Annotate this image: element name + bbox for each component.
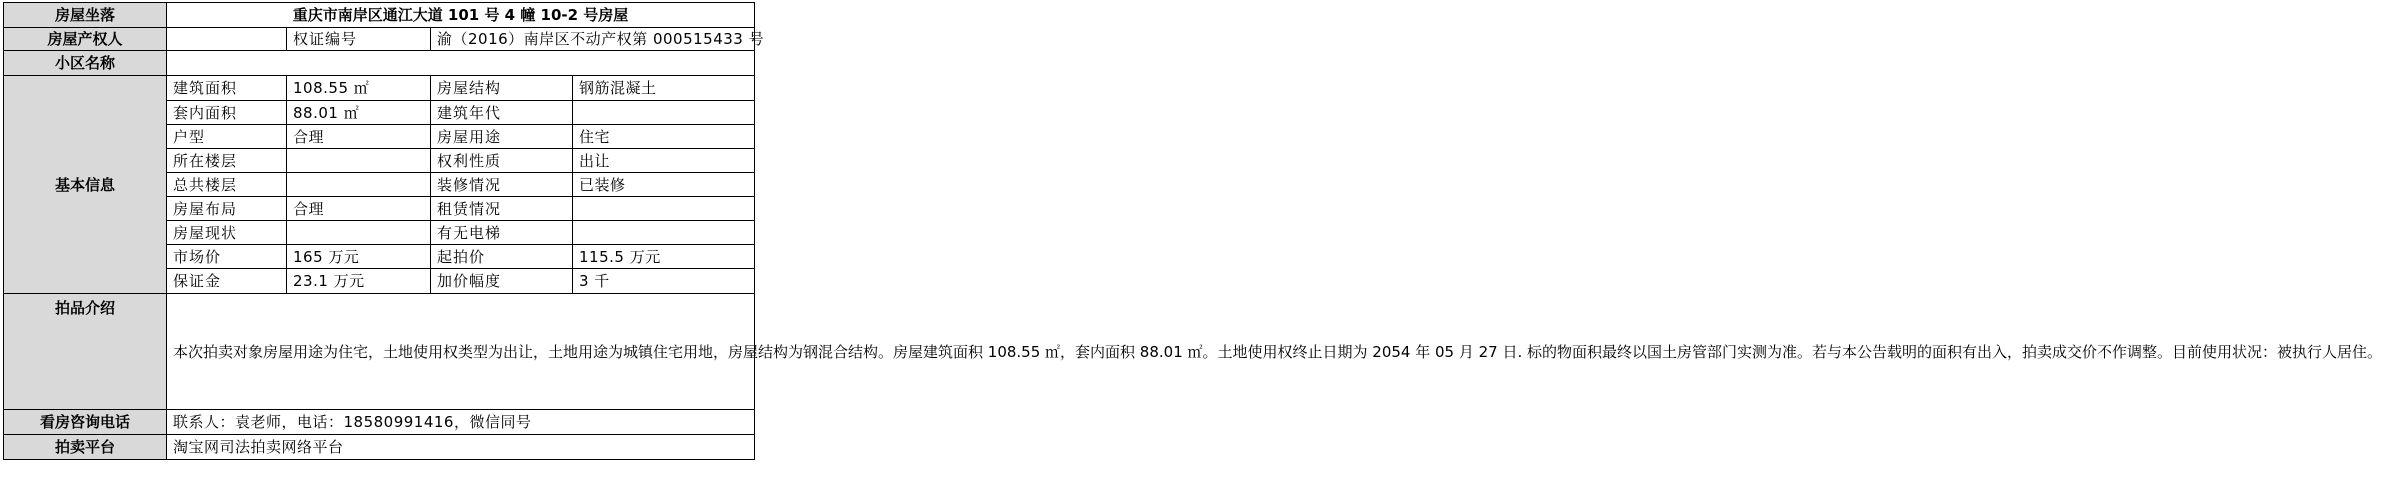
field-label: 房屋现状	[167, 221, 287, 245]
field-label: 有无电梯	[431, 221, 573, 245]
platform-label: 拍卖平台	[4, 435, 167, 460]
address-row	[4, 3, 755, 28]
field-label: 起拍价	[431, 245, 573, 269]
field-value: 钢筋混凝土	[573, 76, 755, 101]
field-label: 建筑面积	[167, 76, 287, 101]
field-label: 市场价	[167, 245, 287, 269]
field-label: 房屋结构	[431, 76, 573, 101]
field-value: 已装修	[573, 173, 755, 197]
field-label: 租赁情况	[431, 197, 573, 221]
field-label: 房屋布局	[167, 197, 287, 221]
field-label: 房屋用途	[431, 125, 573, 149]
field-value: 23.1 万元	[287, 269, 431, 294]
address-value: 重庆市南岸区通江大道 101 号 4 幢 10-2 号房屋	[167, 3, 755, 28]
field-value: 3 千	[573, 269, 755, 294]
address-label: 房屋坐落	[4, 3, 167, 28]
field-value	[573, 101, 755, 125]
field-value	[573, 221, 755, 245]
owner-row	[4, 28, 755, 51]
field-value: 合理	[287, 125, 431, 149]
field-label: 所在楼层	[167, 149, 287, 173]
field-value: 住宅	[573, 125, 755, 149]
field-value: 108.55 ㎡	[287, 76, 431, 101]
phone-value: 联系人：袁老师，电话：18580991416，微信同号	[167, 410, 755, 435]
field-value: 出让	[573, 149, 755, 173]
field-value	[573, 197, 755, 221]
field-value: 88.01 ㎡	[287, 101, 431, 125]
owner-label: 房屋产权人	[4, 28, 167, 51]
field-value	[287, 149, 431, 173]
community-row	[4, 51, 755, 76]
community-value	[167, 51, 755, 76]
platform-row	[4, 435, 755, 460]
basic-row	[4, 76, 755, 101]
field-value	[287, 221, 431, 245]
field-label: 加价幅度	[431, 269, 573, 294]
intro-label: 拍品介绍	[4, 294, 167, 410]
property-info-table	[3, 2, 2382, 460]
field-label: 保证金	[167, 269, 287, 294]
basic-info-label: 基本信息	[4, 76, 167, 294]
phone-row	[4, 410, 755, 435]
field-label: 权利性质	[431, 149, 573, 173]
phone-label: 看房咨询电话	[4, 410, 167, 435]
cert-label: 权证编号	[287, 28, 431, 51]
cert-value: 渝（2016）南岸区不动产权第 000515433 号	[431, 28, 755, 51]
platform-value: 淘宝网司法拍卖网络平台	[167, 435, 755, 460]
field-value: 合理	[287, 197, 431, 221]
field-label: 装修情况	[431, 173, 573, 197]
community-label: 小区名称	[4, 51, 167, 76]
intro-row	[4, 294, 755, 410]
intro-text: 本次拍卖对象房屋用途为住宅，土地使用权类型为出让，土地用途为城镇住宅用地，房屋结构为钢混合结构。房屋建筑面积 108.55 ㎡，套内面积 88.01 ㎡。土地使用权终止日期为 2054 年 05 月 27 日. 标的物面积最终以国土房管部门实测为准。若与本公告载明的面积有出入，拍卖成交价不作调整。目前使用状况：被执行人居住。	[167, 294, 755, 410]
field-value: 165 万元	[287, 245, 431, 269]
field-label: 户型	[167, 125, 287, 149]
field-value	[287, 173, 431, 197]
field-label: 套内面积	[167, 101, 287, 125]
field-label: 建筑年代	[431, 101, 573, 125]
owner-value	[167, 28, 287, 51]
field-value: 115.5 万元	[573, 245, 755, 269]
field-label: 总共楼层	[167, 173, 287, 197]
